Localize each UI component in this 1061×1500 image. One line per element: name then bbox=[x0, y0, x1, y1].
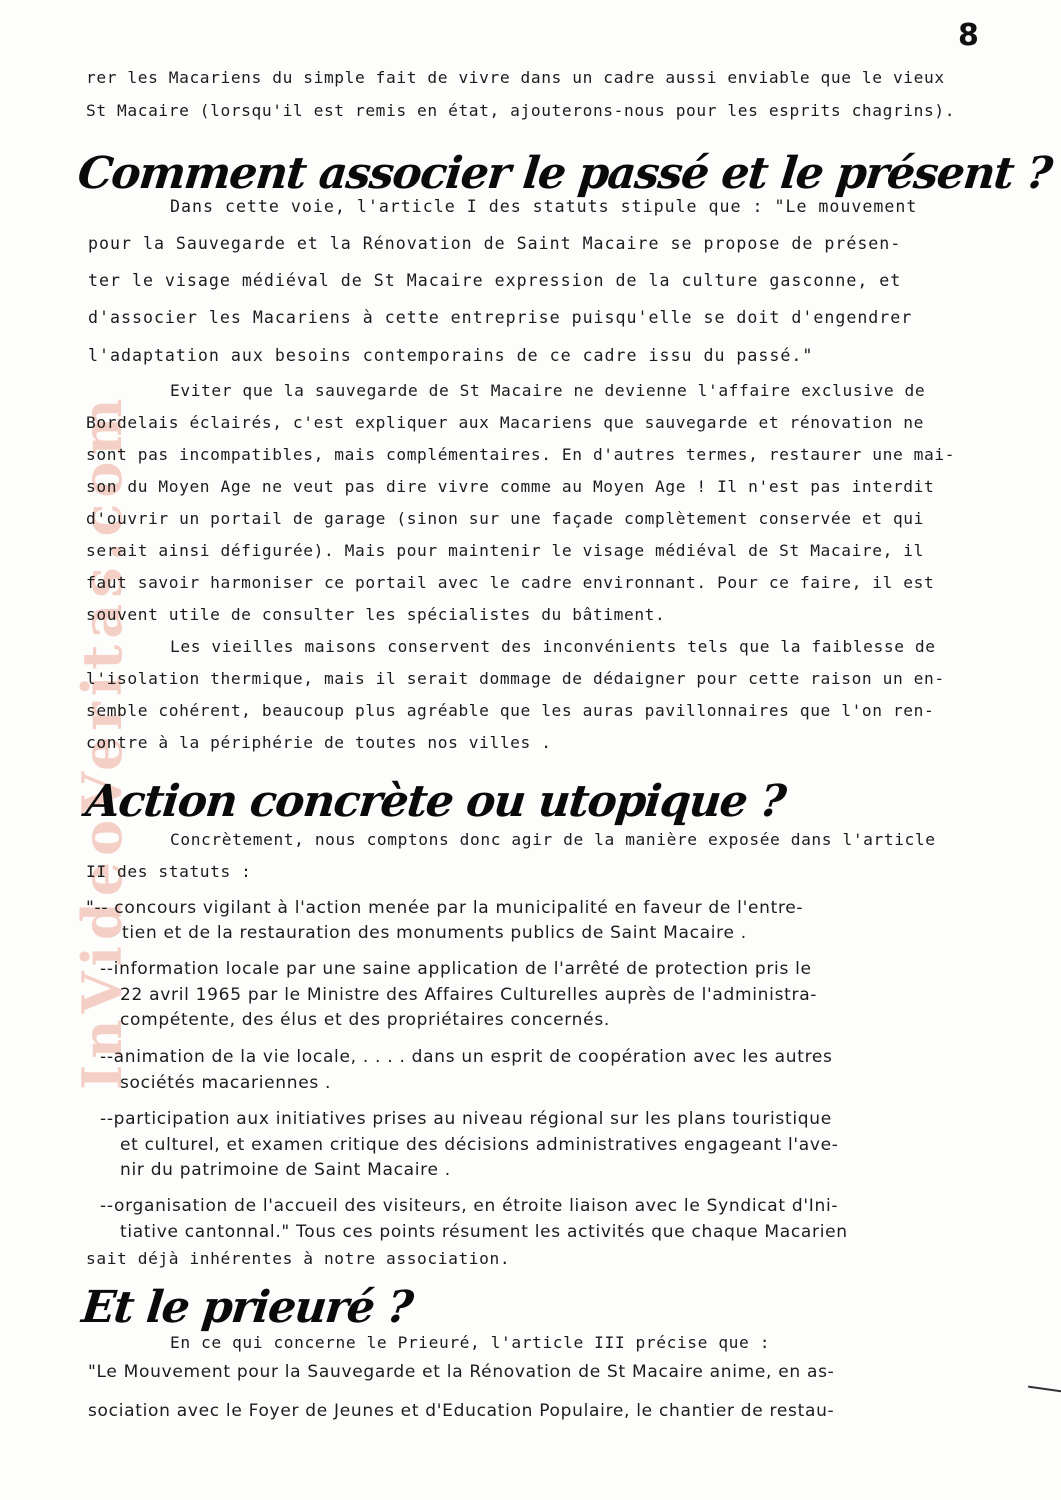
statute-item-line: --participation aux initiatives prises au niveau régional sur les plans touristique bbox=[100, 1109, 832, 1129]
section-heading-prieure: Et le prieuré ? bbox=[79, 1282, 415, 1333]
paragraph-line: sait déjà inhérentes à notre association. bbox=[86, 1249, 511, 1268]
page-number-mark: 8 bbox=[958, 18, 979, 53]
paragraph-line: serait ainsi défigurée). Mais pour maintenir le visage médiéval de St Macaire, il bbox=[86, 541, 925, 560]
paragraph-line: son du Moyen Age ne veut pas dire vivre comme au Moyen Age ! Il n'est pas interdit bbox=[86, 477, 935, 496]
paragraph-line: Les vieilles maisons conservent des inconvénients tels que la faiblesse de bbox=[170, 637, 936, 656]
paragraph-line: pour la Sauvegarde et la Rénovation de Saint Macaire se propose de présen- bbox=[88, 234, 902, 253]
intro-line-1: rer les Macariens du simple fait de vivre dans un cadre aussi enviable que le vieux bbox=[86, 68, 945, 87]
paragraph-line: II des statuts : bbox=[86, 862, 252, 881]
paragraph-line: Eviter que la sauvegarde de St Macaire ne devienne l'affaire exclusive de bbox=[170, 381, 926, 400]
paragraph-line: faut savoir harmoniser ce portail avec le cadre environnant. Pour ce faire, il est bbox=[86, 573, 935, 592]
paragraph-line: En ce qui concerne le Prieuré, l'article III précise que : bbox=[170, 1333, 771, 1352]
paragraph-line: l'isolation thermique, mais il serait dommage de dédaigner pour cette raison un en- bbox=[86, 669, 945, 688]
section-heading-passe-present: Comment associer le passé et le présent ? bbox=[75, 148, 1054, 199]
statute-item-line: --information locale par une saine application de l'arrêté de protection pris le bbox=[100, 959, 812, 979]
statute-item-line: sociétés macariennes . bbox=[120, 1073, 332, 1093]
watermark: InVideoVeritas.com bbox=[70, 392, 134, 1090]
statute-item-line: --animation de la vie locale, . . . . dans un esprit de coopération avec les autres bbox=[100, 1047, 833, 1067]
scan-artifact bbox=[1028, 1386, 1061, 1393]
statute-item-line: tiative cantonnal." Tous ces points résument les activités que chaque Macarien bbox=[120, 1222, 848, 1242]
statute-item-line: tien et de la restauration des monuments publics de Saint Macaire . bbox=[122, 923, 747, 943]
statute-item-line: compétente, des élus et des propriétaires concernés. bbox=[120, 1010, 610, 1030]
paragraph-line: "Le Mouvement pour la Sauvegarde et la Rénovation de St Macaire anime, en as- bbox=[88, 1362, 835, 1382]
paragraph-line: sociation avec le Foyer de Jeunes et d'Education Populaire, le chantier de restau- bbox=[88, 1401, 835, 1421]
section-heading-action: Action concrète ou utopique ? bbox=[83, 776, 788, 827]
statute-item-line: et culturel, et examen critique des décisions administratives engageant l'ave- bbox=[120, 1135, 839, 1155]
paragraph-line: Concrètement, nous comptons donc agir de la manière exposée dans l'article bbox=[170, 830, 936, 849]
statute-item-line: --organisation de l'accueil des visiteurs, en étroite liaison avec le Syndicat d'Ini- bbox=[100, 1196, 839, 1216]
paragraph-line: Bordelais éclairés, c'est expliquer aux Macariens que sauvegarde et rénovation ne bbox=[86, 413, 925, 432]
statute-item-line: 22 avril 1965 par le Ministre des Affaires Culturelles auprès de l'administra- bbox=[120, 985, 818, 1005]
paragraph-line: Dans cette voie, l'article I des statuts stipule que : "Le mouvement bbox=[170, 197, 918, 216]
intro-line-2: St Macaire (lorsqu'il est remis en état, ajouterons-nous pour les esprits chagrins). bbox=[86, 101, 956, 120]
statute-item-line: "-- concours vigilant à l'action menée par la municipalité en faveur de l'entre- bbox=[86, 898, 804, 918]
paragraph-line: contre à la périphérie de toutes nos villes . bbox=[86, 733, 552, 752]
statute-item-line: nir du patrimoine de Saint Macaire . bbox=[120, 1160, 451, 1180]
paragraph-line: souvent utile de consulter les spécialistes du bâtiment. bbox=[86, 605, 666, 624]
paragraph-line: l'adaptation aux besoins contemporains de ce cadre issu du passé." bbox=[88, 346, 814, 365]
paragraph-line: d'associer les Macariens à cette entreprise puisqu'elle se doit d'engendrer bbox=[88, 308, 913, 327]
paragraph-line: d'ouvrir un portail de garage (sinon sur une façade complètement conservée et qui bbox=[86, 509, 925, 528]
paragraph-line: sont pas incompatibles, mais complémentaires. En d'autres termes, restaurer une mai- bbox=[86, 445, 956, 464]
paragraph-line: ter le visage médiéval de St Macaire expression de la culture gasconne, et bbox=[88, 271, 902, 290]
paragraph-line: semble cohérent, beaucoup plus agréable que les auras pavillonnaires que l'on ren- bbox=[86, 701, 935, 720]
